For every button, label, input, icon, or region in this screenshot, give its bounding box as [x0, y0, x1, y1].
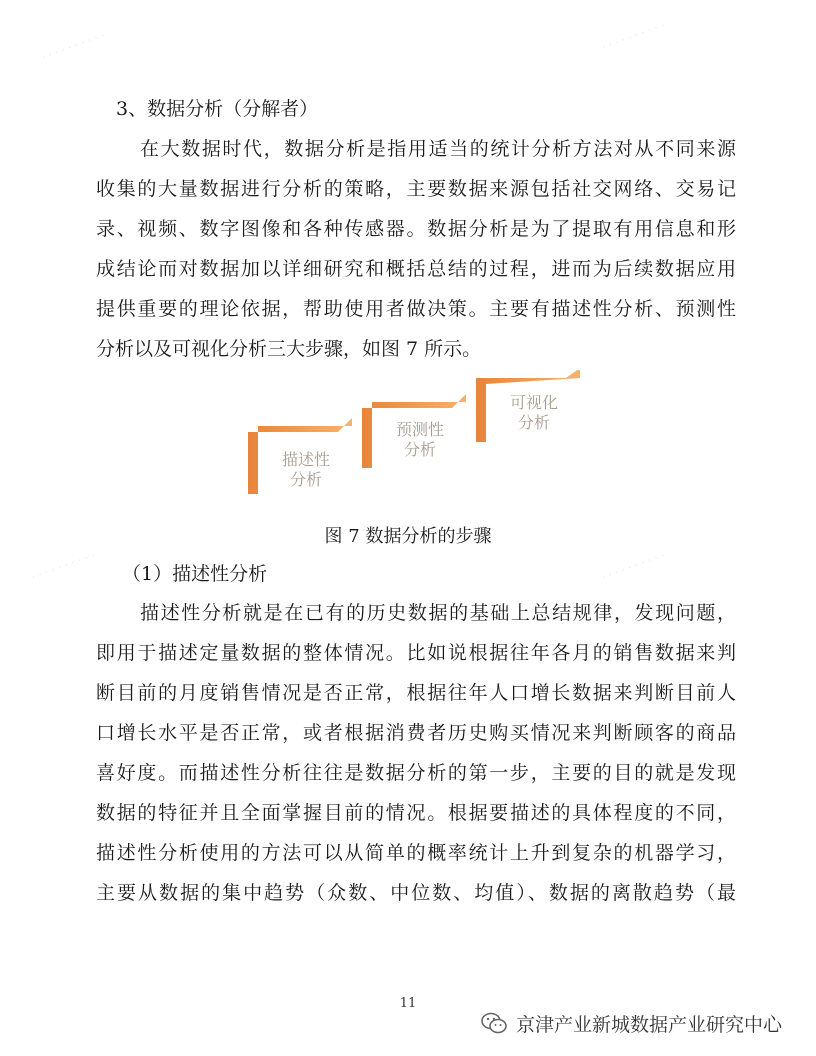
watermark: · · · · · · · · · ·: [599, 549, 667, 584]
subheading: （1）描述性分析: [122, 563, 268, 585]
paragraph-line: 口增长水平是否正常，或者根据消费者历史购买情况来判断顾客的商品: [96, 722, 736, 744]
paragraph-line: 主要从数据的集中趋势（众数、中位数、均值）、数据的离散趋势（最: [96, 882, 736, 904]
step-label-1: 描述性 分析: [281, 450, 330, 489]
page-number: 11: [399, 996, 417, 1011]
watermark: · · · · · · · · · ·: [599, 19, 667, 54]
step-label-3: 可视化 分析: [509, 393, 558, 432]
footer-source: [480, 1008, 782, 1038]
paragraph-line: 描述性分析使用的方法可以从简单的概率统计上升到复杂的机器学习，: [96, 842, 736, 864]
paragraph-line: 分析以及可视化分析三大步骤，如图 7 所示。: [96, 338, 482, 360]
figure-caption: 图 7 数据分析的步骤: [324, 526, 492, 547]
step-label-2: 预测性 分析: [395, 420, 444, 459]
paragraph-line: 录、视频、数字图像和各种传感器。数据分析是为了提取有用信息和形: [96, 218, 736, 240]
wechat-icon: [480, 1011, 508, 1035]
section-heading: 3、数据分析（分解者）: [116, 98, 319, 120]
footer-source-text: 京津产业新城数据产业研究中心: [516, 1013, 783, 1036]
paragraph-line: 提供重要的理论依据，帮助使用者做决策。主要有描述性分析、预测性: [96, 298, 736, 320]
paragraph-line: 描述性分析就是在已有的历史数据的基础上总结规律，发现问题，: [140, 602, 736, 624]
watermark: · · · · · · · · · ·: [39, 29, 107, 64]
paragraph-line: 在大数据时代，数据分析是指用适当的统计分析方法对从不同来源: [140, 138, 736, 160]
watermark: · · · · · · · · · ·: [29, 549, 97, 584]
paragraph-line: 断目前的月度销售情况是否正常，根据往年人口增长数据来判断目前人: [96, 682, 736, 704]
paragraph-line: 成结论而对数据加以详细研究和概括总结的过程，进而为后续数据应用: [96, 258, 736, 280]
paragraph-line: 收集的大量数据进行分析的策略，主要数据来源包括社交网络、交易记: [96, 178, 736, 200]
paragraph-line: 数据的特征并且全面掌握目前的情况。根据要描述的具体程度的不同，: [96, 802, 736, 824]
paragraph-line: 喜好度。而描述性分析往往是数据分析的第一步，主要的目的就是发现: [96, 762, 736, 784]
paragraph-line: 即用于描述定量数据的整体情况。比如说根据往年各月的销售数据来判: [96, 642, 736, 664]
